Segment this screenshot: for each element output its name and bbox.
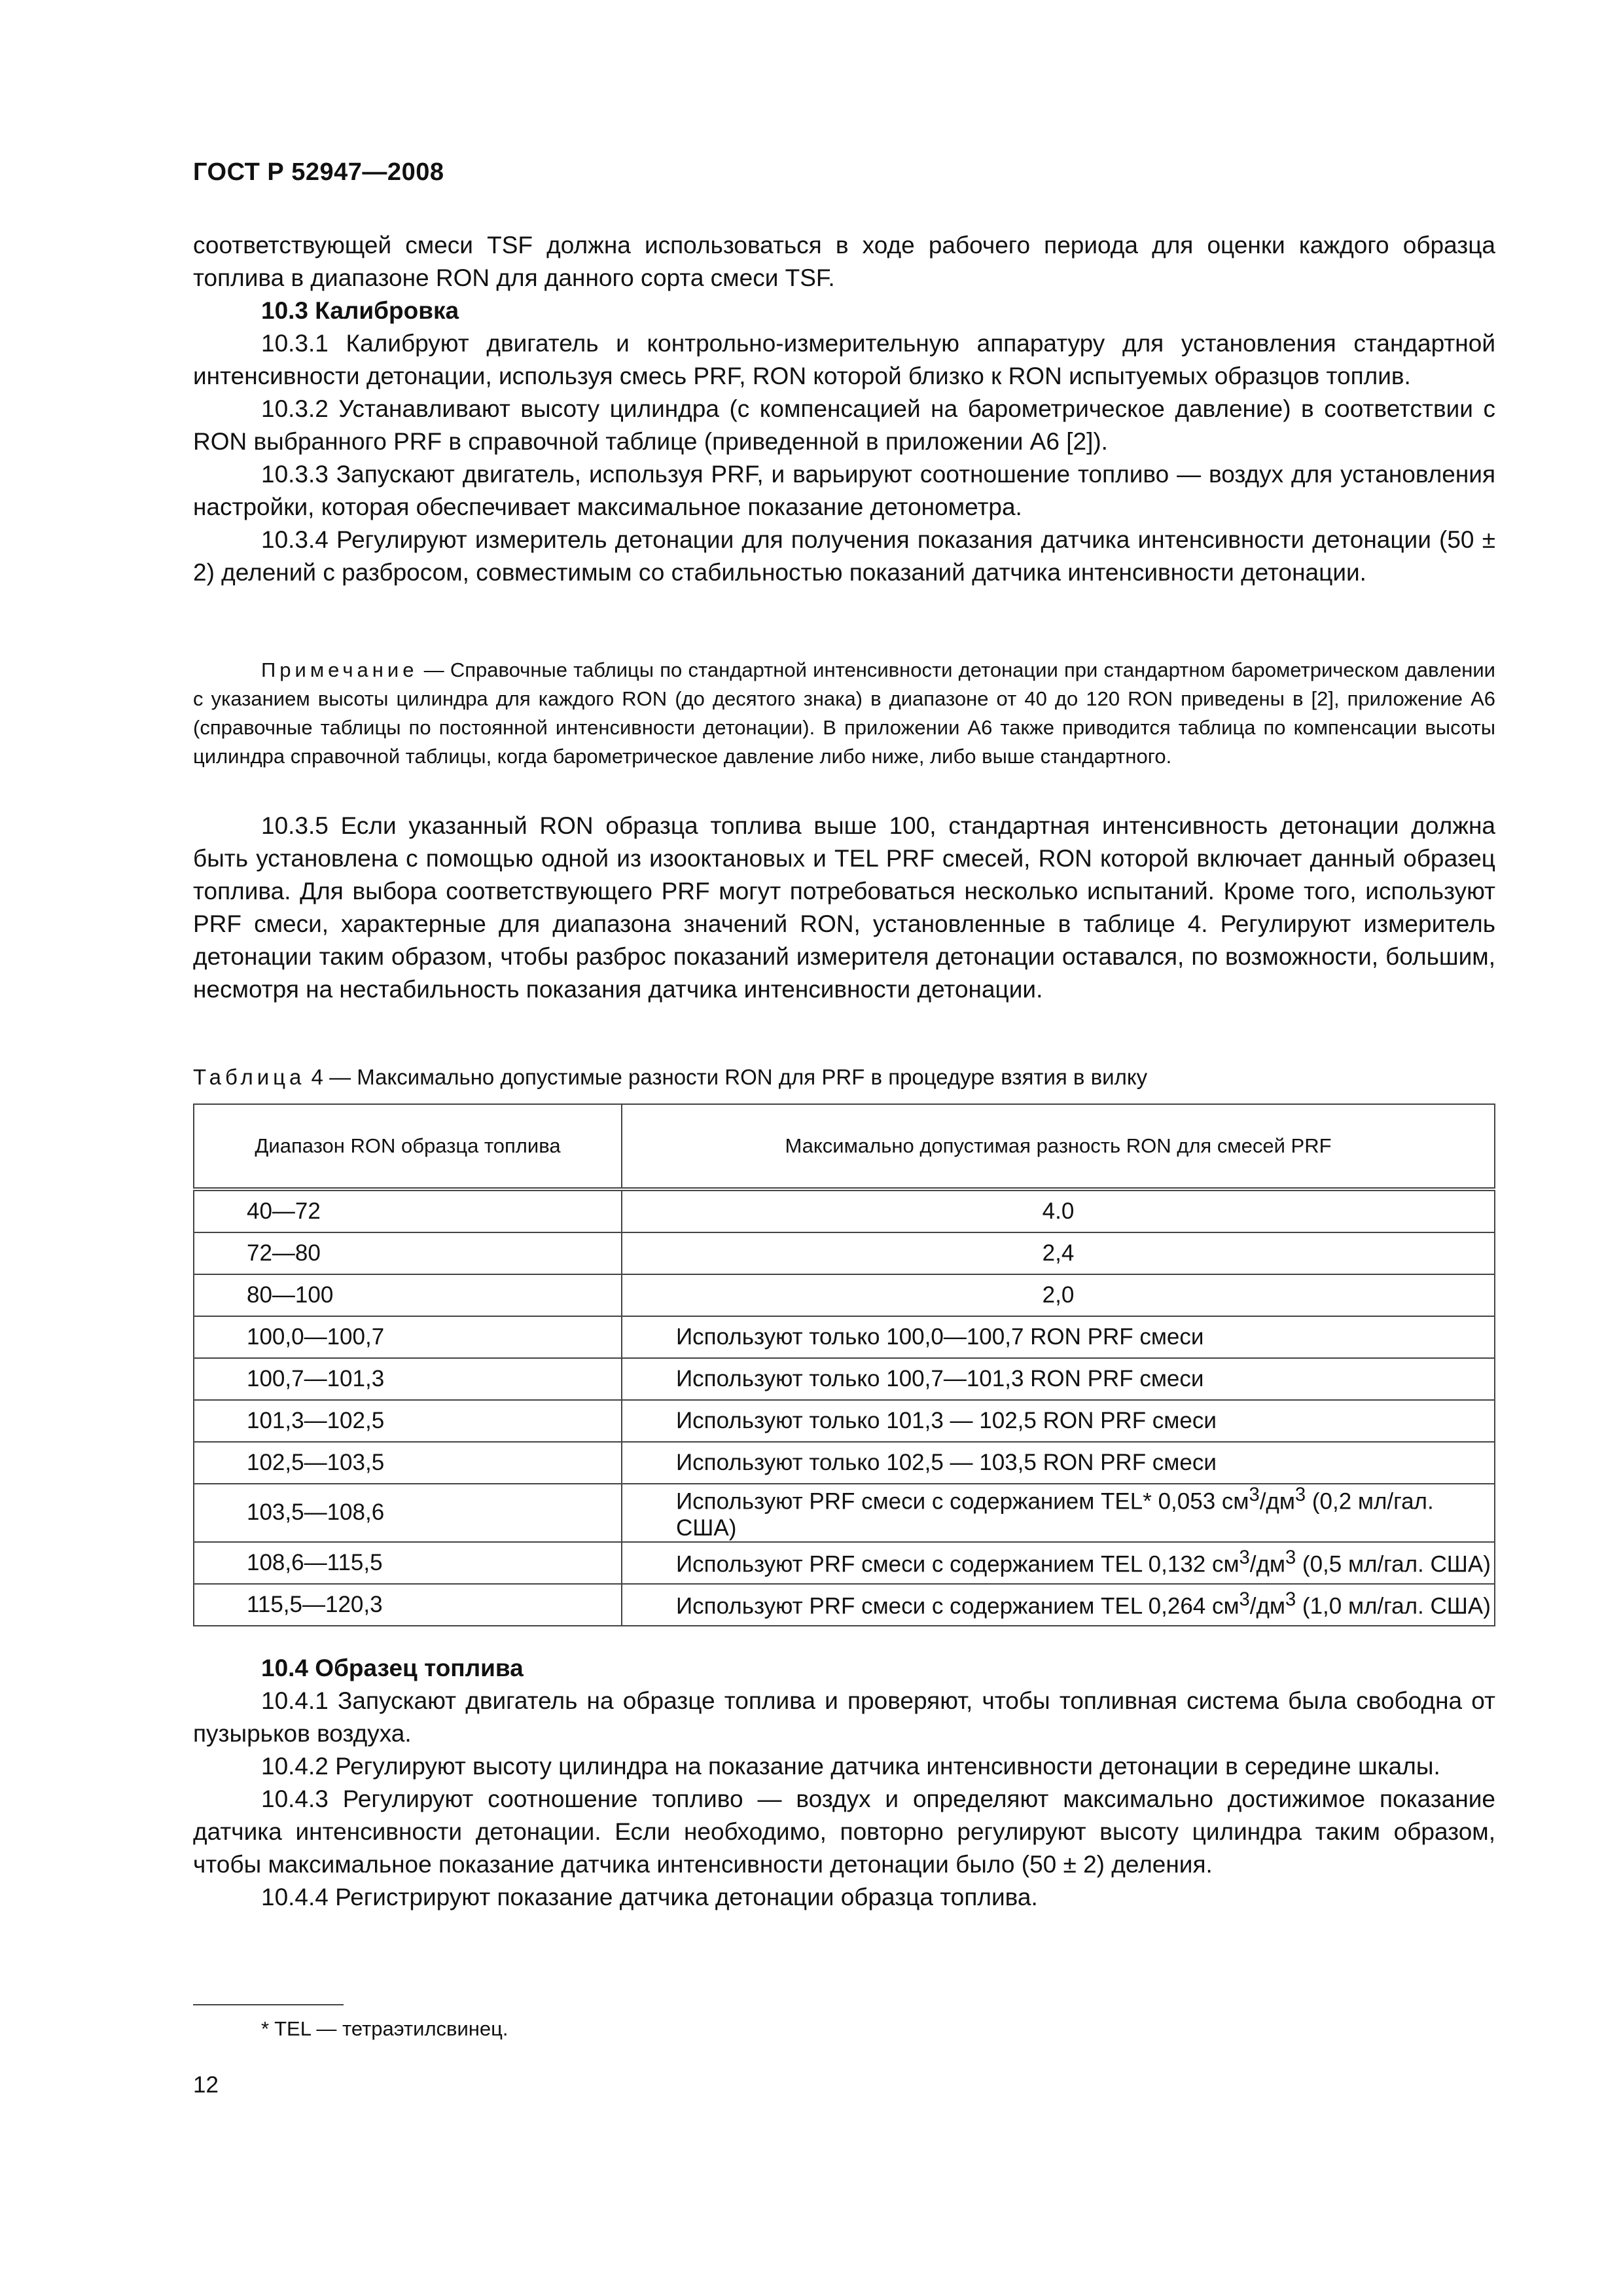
page-number: 12: [193, 2072, 219, 2098]
intro-paragraph: соответствующей смеси TSF должна использоваться в ходе рабочего периода для оценки каждого образца топлива в диапазоне RON для данного сорта смеси TSF.: [193, 232, 1495, 291]
tel-text-unit: /дм: [1249, 1551, 1285, 1577]
table-header-range: Диапазон RON образца топлива: [194, 1104, 622, 1189]
tel-text-end: (0,5 мл/гал. США): [1296, 1551, 1491, 1577]
table-cell-range: 100,7—101,3: [194, 1358, 622, 1400]
table-cell-value: 2,0: [622, 1274, 1495, 1316]
ron-difference-table: [193, 1103, 1495, 1626]
superscript: 3: [1239, 1547, 1250, 1569]
superscript: 3: [1285, 1589, 1296, 1611]
table-row: [194, 1584, 1495, 1626]
table-cell-value: 4.0: [622, 1189, 1495, 1232]
table-header-max-difference: Максимально допустимая разность RON для смесей PRF: [622, 1104, 1495, 1189]
table-cell-range: 103,5—108,6: [194, 1484, 622, 1542]
paragraph-10-3-3: 10.3.3 Запускают двигатель, используя PRF, и варьируют соотношение топливо — воздух для установления настройки, которая обеспечивает максимальное показание детонометра.: [193, 461, 1495, 520]
table-row: [194, 1484, 1495, 1542]
table-row: [194, 1316, 1495, 1358]
table-cell-range: 101,3—102,5: [194, 1400, 622, 1442]
tel-text-start: Используют PRF смеси с содержанием TEL 0,264 см: [676, 1593, 1240, 1619]
paragraph-10-4-3: 10.4.3 Регулируют соотношение топливо — воздух и определяют максимально достижимое показание датчика интенсивности детонации. Если необходимо, повторно регулируют высоту цилиндра таким образом, чтобы максимальное показание датчика интенсивности детонации было (50 ± 2) деления.: [193, 1785, 1495, 1878]
table-cell-range: 80—100: [194, 1274, 622, 1316]
section-heading-10-4: 10.4 Образец топлива: [261, 1655, 524, 1681]
tel-text-start: Используют PRF смеси с содержанием TEL 0,132 см: [676, 1551, 1240, 1577]
table-row: [194, 1189, 1495, 1232]
table-row: [194, 1358, 1495, 1400]
paragraph-10-4-4: 10.4.4 Регистрируют показание датчика детонации образца топлива.: [261, 1884, 1038, 1910]
text-section-calibration: [193, 229, 1495, 589]
table-cell-value: Используют только 101,3 — 102,5 RON PRF смеси: [622, 1400, 1495, 1442]
text-section-fuel-sample: [193, 1652, 1495, 1914]
table-cell-value: [622, 1484, 1495, 1542]
table-cell-value: Используют только 102,5 — 103,5 RON PRF смеси: [622, 1442, 1495, 1484]
table-caption-label: Таблица: [193, 1065, 306, 1089]
superscript: 3: [1249, 1484, 1260, 1505]
table-cell-range: 108,6—115,5: [194, 1542, 622, 1584]
paragraph-10-3-1: 10.3.1 Калибруют двигатель и контрольно-измерительную аппаратуру для установления стандартной интенсивности детонации, используя смесь PRF, RON которой близко к RON испытуемых образцов топлив.: [193, 330, 1495, 389]
tel-text-end: (0,2 мл/гал. США): [676, 1488, 1434, 1541]
section-heading-10-3: 10.3 Калибровка: [261, 297, 459, 324]
table-row: [194, 1274, 1495, 1316]
paragraph-10-3-2: 10.3.2 Устанавливают высоту цилиндра (с компенсацией на барометрическое давление) в соответствии с RON выбранного PRF в справочной таблице (приведенной в приложении А6 [2]).: [193, 395, 1495, 455]
paragraph-10-3-5: 10.3.5 Если указанный RON образца топлива выше 100, стандартная интенсивность детонации должна быть установлена с помощью одной из изооктановых и TEL PRF смесей, RON которой включает данный образец топлива. Для выбора соответствующего PRF могут потребоваться несколько испытаний. Кроме того, используют PRF смеси, характерные для диапазона значений RON, установленные в таблице 4. Регулируют измеритель детонации таким образом, чтобы разброс показаний измерителя детонации оставался, по возможности, большим, несмотря на нестабильность показания датчика интенсивности детонации.: [193, 812, 1495, 1003]
table-cell-range: 72—80: [194, 1232, 622, 1274]
paragraph-10-4-1: 10.4.1 Запускают двигатель на образце топлива и проверяют, чтобы топливная система была свободна от пузырьков воздуха.: [193, 1687, 1495, 1747]
document-id-header: ГОСТ Р 52947—2008: [193, 158, 444, 186]
superscript: 3: [1285, 1547, 1296, 1569]
table-cell-range: 115,5—120,3: [194, 1584, 622, 1626]
table-row: [194, 1232, 1495, 1274]
table-row: [194, 1542, 1495, 1584]
superscript: 3: [1294, 1484, 1306, 1505]
table-caption-text: 4 — Максимально допустимые разности RON для PRF в процедуре взятия в вилку: [305, 1065, 1148, 1089]
superscript: 3: [1239, 1589, 1250, 1611]
table-caption: [193, 1063, 1147, 1092]
paragraph-10-3-4: 10.3.4 Регулируют измеритель детонации для получения показания датчика интенсивности детонации (50 ± 2) делений с разбросом, совместимым со стабильностью показаний датчика интенсивности детонации.: [193, 526, 1495, 586]
footnote: * TEL — тетраэтилсвинец.: [261, 2017, 508, 2040]
tel-text-unit: /дм: [1249, 1593, 1285, 1619]
text-section-10-3-5: [193, 810, 1495, 1006]
tel-text-unit: /дм: [1259, 1488, 1295, 1515]
table-cell-value: [622, 1584, 1495, 1626]
table-row: [194, 1442, 1495, 1484]
footnote-divider: [193, 2004, 344, 2005]
note-paragraph: [193, 656, 1495, 771]
table-row: [194, 1400, 1495, 1442]
tel-text-end: (1,0 мл/гал. США): [1296, 1593, 1491, 1619]
table-cell-range: 100,0—100,7: [194, 1316, 622, 1358]
table-cell-value: Используют только 100,7—101,3 RON PRF смеси: [622, 1358, 1495, 1400]
table-cell-range: 102,5—103,5: [194, 1442, 622, 1484]
note-label: Примечание: [261, 658, 418, 681]
note-text: — Справочные таблицы по стандартной интенсивности детонации при стандартном барометрическом давлении с указанием высоты цилиндра для каждого RON (до десятого знака) в диапазоне от 40 до 120 RON приведены в [2], приложение А6 (справочные таблицы по постоянной интенсивности детонации). В приложении А6 также приводится таблица по компенсации высоты цилиндра справочной таблицы, когда барометрическое давление либо ниже, либо выше стандартного.: [193, 658, 1495, 768]
table-header-row: [194, 1104, 1495, 1189]
tel-text-start: Используют PRF смеси с содержанием TEL* 0,053 см: [676, 1488, 1249, 1515]
table-cell-value: Используют только 100,0—100,7 RON PRF смеси: [622, 1316, 1495, 1358]
table-cell-value: [622, 1542, 1495, 1584]
table-cell-range: 40—72: [194, 1189, 622, 1232]
table-cell-value: 2,4: [622, 1232, 1495, 1274]
paragraph-10-4-2: 10.4.2 Регулируют высоту цилиндра на показание датчика интенсивности детонации в середине шкалы.: [261, 1753, 1440, 1780]
